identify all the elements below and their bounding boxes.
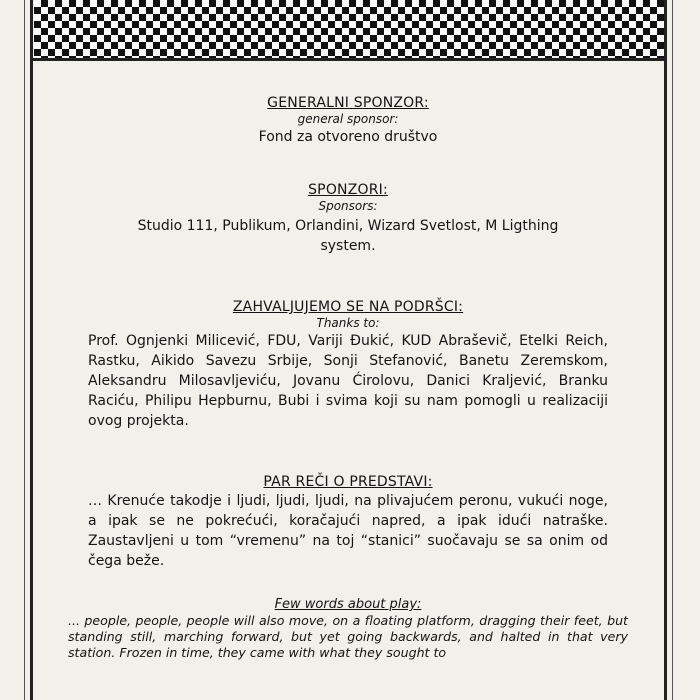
about-en-section xyxy=(68,597,628,661)
scan-edge-left xyxy=(24,0,25,700)
sponsors-heading: SPONZORI: xyxy=(308,182,388,198)
thanks-heading: ZAHVALJUJEMO SE NA PODRŠCI: xyxy=(232,299,464,315)
about-en-text: ... people, people, people will also move, on a floating platform, dragging their feet, but standing still, marching forward, but yet going backwards, and halted in that very station. Frozen in time, they came with what they sought to xyxy=(68,613,628,660)
page-content xyxy=(68,90,628,661)
frame-left-line xyxy=(30,0,33,700)
about-en-heading: Few words about play: xyxy=(274,597,422,612)
thanks-subheading: Thanks to: xyxy=(316,316,380,330)
thanks-text: Prof. Ognjenki Milicević, FDU, Variji Đukić, KUD Abraševič, Etelki Reich, Rastku, Aikido Savezu Srbije, Sonji Stefanović, Banetu Zeremskom, Aleksandru Milosavljeviću, Jovanu Ćirolovu, Danici Kraljević, Branku Raciću, Philipu Hepburnu, Bubi i svima koji su nam pomogli u realizaciji ovog projekta. xyxy=(88,333,608,429)
general-sponsor-section xyxy=(88,94,608,147)
thanks-section xyxy=(88,298,608,431)
general-sponsor-subheading: general sponsor: xyxy=(297,112,399,126)
frame-right-line xyxy=(664,0,667,700)
general-sponsor-name: Fond za otvoreno društvo xyxy=(258,129,438,145)
sponsors-list-line1: Studio 111, Publikum, Orlandini, Wizard Svetlost, M Ligthing xyxy=(137,218,559,234)
sponsors-subheading: Sponsors: xyxy=(318,199,378,213)
sponsors-list-line2: system. xyxy=(320,238,376,254)
checkered-border xyxy=(34,0,664,58)
frame-top-line xyxy=(30,58,667,61)
about-section xyxy=(88,473,608,571)
sponsors-section xyxy=(88,181,608,256)
general-sponsor-heading: GENERALNI SPONZOR: xyxy=(267,95,429,111)
scan-edge-right xyxy=(672,0,673,700)
about-text: … Krenuće takodje i ljudi, ljudi, ljudi, na plivajućem peronu, vukući noge, a ipak se ne pokrećući, koračajući napred, a ipak idući natraške. Zaustavljeni u tom “vremenu” na toj “stanici” suočavaju se sa onim od čega beže. xyxy=(88,493,608,569)
about-heading: PAR REČI O PREDSTAVI: xyxy=(263,474,433,490)
